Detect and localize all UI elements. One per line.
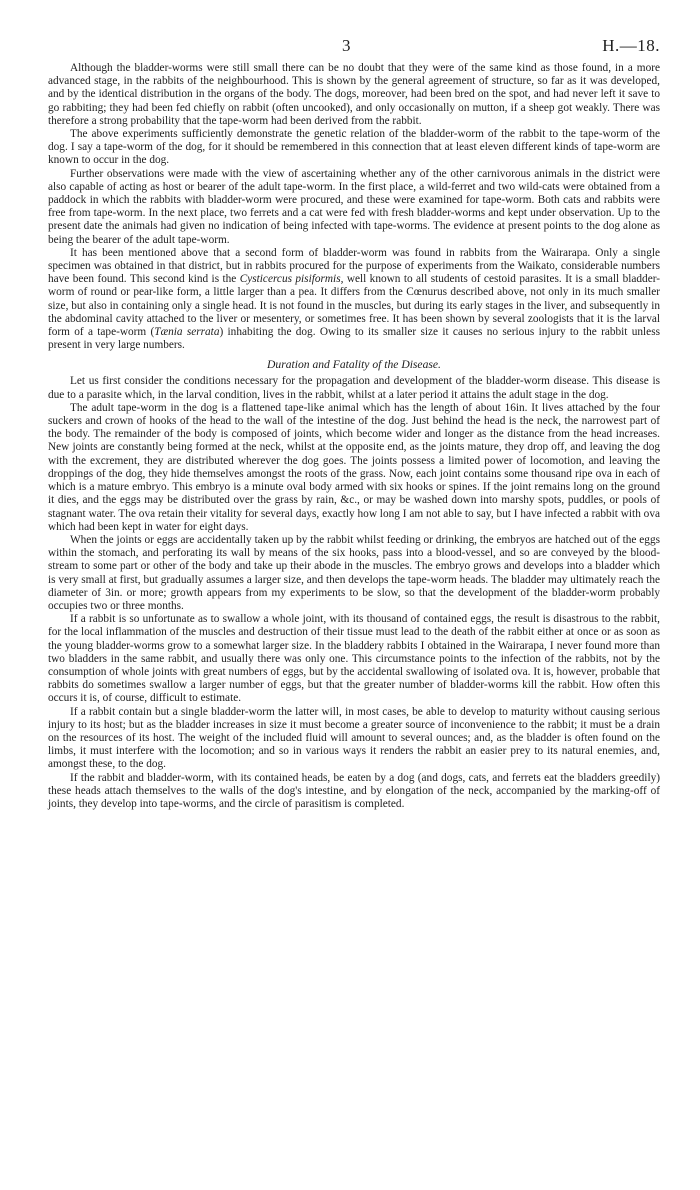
paragraph: If the rabbit and bladder-worm, with its contained heads, be eaten by a dog (and dogs, cats, and ferrets eat the bladders greedily) these heads attach themselves to the walls of the dog's intestine, and by elongation of the neck, accompanied by the marking-off of joints, they develop into tape-worms, and the circle of parasitism is completed. [48, 771, 660, 810]
paragraph: Although the bladder-worms were still small there can be no doubt that they were of the same kind as those found, in a more advanced stage, in the rabbits of the neighbourhood. This is shown by the general agreement of structure, so far as it was developed, and by the identical distribution in the organs of the body. The dogs, moreover, had been bred on the spot, and had never left it save to go rabbiting; they had been fed chiefly on rabbit (often uncooked), and only occasionally on mutton, if a sheep got weakly. There was therefore a strong probability that the tape-worm had been derived from the rabbit. [48, 62, 660, 127]
paragraph: Further observations were made with the view of ascertaining whether any of the other carnivorous animals in the district were also capable of acting as host or bearer of the adult tape-worm. In the first place, a wild-ferret and two wild-cats were obtained from a paddock in which the rabbits with bladder-worm were procured, and these were examined for tape-worm. Both cats and rabbits were free from tape-worm. In the next place, two ferrets and a cat were fed with fresh bladder-worms and kept under observation. Up to the present date the animals had given no indication of being infected with tape-worms. The evidence at present points to the dog alone as being the bearer of the adult tape-worm. [48, 167, 660, 246]
paragraph [48, 247, 660, 353]
paragraph: Let us first consider the conditions necessary for the propagation and development of the bladder-worm disease. This disease is due to a parasite which, in the larval condition, lives in the rabbit, whilst at a later period it attains the adult stage in the dog. [48, 375, 660, 401]
page-number: 3 [342, 36, 351, 55]
paragraph: If a rabbit contain but a single bladder-worm the latter will, in most cases, be able to develop to maturity without causing serious injury to its host; but as the bladder increases in size it must become a greater source of inconvenience to the rabbit; it must be a drain on the resources of its host. The weight of the included fluid will amount to several ounces; and, as the bladder is often found on the limbs, it must interfere with the locomotion; and so in various ways it renders the rabbit an easier prey to its natural enemies, and, amongst these, to the dog. [48, 705, 660, 771]
section-heading: Duration and Fatality of the Disease. [267, 358, 441, 372]
page-header [48, 36, 660, 62]
paragraph: The adult tape-worm in the dog is a flattened tape-like animal which has the length of about 16in. It lives attached by the four suckers and crown of hooks of the head to the wall of the intestine of the dog. Just behind the head is the neck, the narrowest part of the body. The remainder of the body is composed of joints, which become wider and longer as the distance from the head increases. New joints are constantly being formed at the neck, whilst at the opposite end, as the joints mature, they drop off, and leaving the dog with the excrement, they are distributed wherever the dog goes. The joints possess a limited power of locomotion, and leaving the droppings of the dog, they hide themselves amongst the roots of the grass. Now, each joint contains some thousand ripe ova in each of which is a mature embryo. This embryo is a minute oval body armed with six hooks or spines. If the joint remains long on the ground it dies, and the eggs may be distributed over the grass by rain, &c., or may be washed down into marshy spots, puddles, or pools of stagnant water. The ova retain their vitality for several days, exactly how long I am not able to say, but I have infected a rabbit with ova which had been kept in water for eight days. [48, 401, 660, 533]
document-reference: H.—18. [602, 36, 660, 55]
species-name: Tænia serrata [154, 326, 220, 339]
paragraph-text: well known to all students of cestoid parasites. It is a small bladder-worm of round or pear-like form, a little larger than a pea. It differs from the Cœnurus described above, not only in its much smaller size, but also in containing only a single head. It is not found in the muscles, but during its early stages in the liver, and subsequently in the abdominal cavity attached to the liver or mesentery, or sometimes free. It has been shown by several zoologists that it is the larval form of a tape-worm ( [48, 273, 661, 339]
paragraph: If a rabbit is so unfortunate as to swallow a whole joint, with its thousand of contained eggs, the result is disastrous to the rabbit, for the local inflammation of the muscles and destruction of their tissue must lead to the death of the rabbit either at once or as soon as the young bladder-worms grow to a somewhat larger size. In the bladdery rabbits I obtained in the Wairarapa, I never found more than two bladders in the same rabbit, and usually there was only one. This circumstance points to the infection of the rabbits, not by the consumption of whole joints with great numbers of eggs, but by the accidental swallowing of isolated ova. It is, however, probable that rabbits do sometimes swallow a larger number of eggs, but that the greater number of bladder-worms kill the rabbit. How often this occurs it is, of course, difficult to estimate. [48, 613, 660, 705]
paragraph: The above experiments sufficiently demonstrate the genetic relation of the bladder-worm of the rabbit to the tape-worm of the dog. I say a tape-worm of the dog, for it should be remembered in this connection that at least eleven different kinds of tape-worm are known to occur in the dog. [48, 128, 660, 167]
paragraph: When the joints or eggs are accidentally taken up by the rabbit whilst feeding or drinking, the embryos are hatched out of the eggs within the stomach, and perforating its wall by means of the six hooks, pass into a blood-vessel, and so are conveyed by the blood-stream to some part or other of the body and take up their abode in the muscles. The embryo grows and develops into a bladder which is very small at first, but gradually assumes a larger size, and then develops the tape-worm heads. The bladder may ultimately reach the diameter of 3in. or more; growth appears from my experiments to be slow, so that the development of the bladder-worm probably occupies two or three months. [48, 533, 660, 612]
document-page [48, 36, 660, 811]
species-name: Cysticercus pisiformis, [239, 273, 344, 286]
paragraph-text: ) inhabiting the dog. Owing to its smaller size it causes no serious injury to the rabbit unless present in very large numbers. [48, 326, 660, 352]
paragraph-text: It has been mentioned above that a second form of bladder-worm was found in rabbits from the Wairarapa. Only a single specimen was obtained in that district, but in rabbits procured for the purpose of experiments from the Waikato, considerable numbers have been found. This second kind is the [48, 246, 660, 286]
article-body [48, 62, 660, 811]
